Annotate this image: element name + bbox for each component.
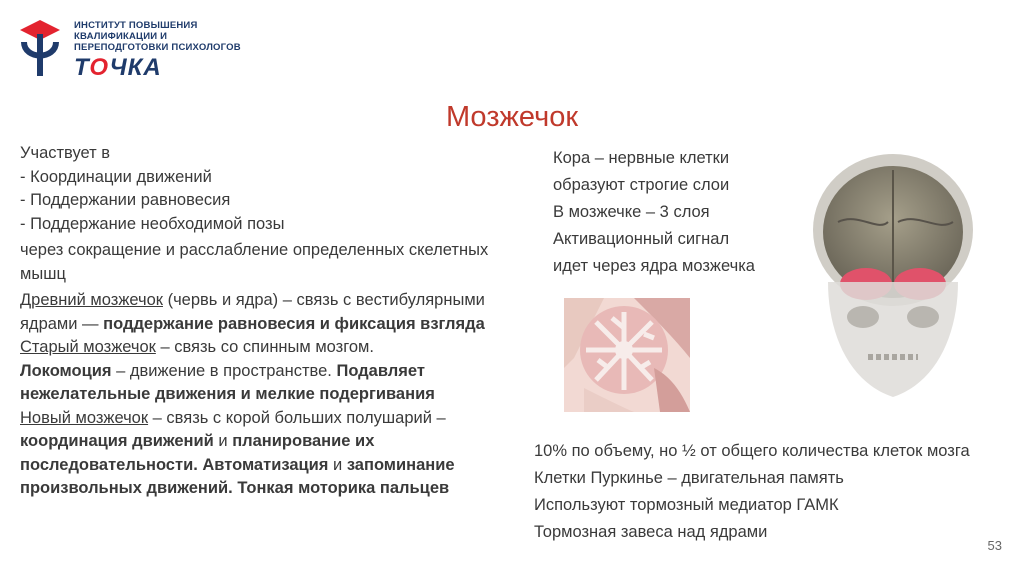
skull-brain-image [808,152,978,402]
institute-logo [14,14,254,84]
text-line: Участвует в [20,144,111,162]
cell-facts [534,438,970,546]
new-cerebellum-paragraph: Новый мозжечок – связь с корой больших полушарий – координация движений и планирование их последовательности. Автоматизация и запоминание произвольных движений. Тонкая моторика пальцев [20,408,455,497]
ancient-cerebellum-paragraph: Древний мозжечок (червь и ядра) – связь с вестибулярными ядрами — поддержание равновесия и фиксация взгляда [20,291,485,333]
text-line: Тормозная завеса над ядрами [534,523,768,541]
logo-text [74,20,241,53]
logo-emblem-icon [14,16,66,78]
logo-line-2: КВАЛИФИКАЦИИ И [74,31,168,42]
cerebellum-section-image [564,298,690,412]
old-cerebellum-paragraph: Старый мозжечок – связь со спинным мозгом. [20,338,374,356]
text-line: - Координации движений [20,167,212,186]
text-line: - Поддержание необходимой позы [20,214,285,233]
logo-brand: ТОЧКА [74,54,162,81]
cortex-notes [553,145,755,280]
left-text-block [20,142,520,501]
text-line: В мозжечке – 3 слоя [553,203,710,221]
page-number: 53 [987,538,1002,553]
text-line: Используют тормозный медиатор ГАМК [534,496,839,514]
logo-line-1: ИНСТИТУТ ПОВЫШЕНИЯ [74,20,198,31]
text-line: Активационный сигнал [553,230,730,248]
text-line: Кора – нервные клетки [553,149,730,167]
text-line: образуют строгие слои [553,176,730,194]
text-line: через сокращение и расслабление определенных скелетных мышц [20,241,489,283]
text-line: Клетки Пуркинье – двигательная память [534,469,844,487]
logo-line-3: ПЕРЕПОДГОТОВКИ ПСИХОЛОГОВ [74,42,241,53]
locomotion-paragraph: Локомоция – движение в пространстве. Подавляет нежелательные движения и мелкие подергивания [20,361,435,403]
text-line: - Поддержании равновесия [20,191,231,209]
text-line: идет через ядра мозжечка [553,257,755,275]
text-line: 10% по объему, но ½ от общего количества клеток мозга [534,442,970,460]
slide-title: Мозжечок [445,101,579,133]
